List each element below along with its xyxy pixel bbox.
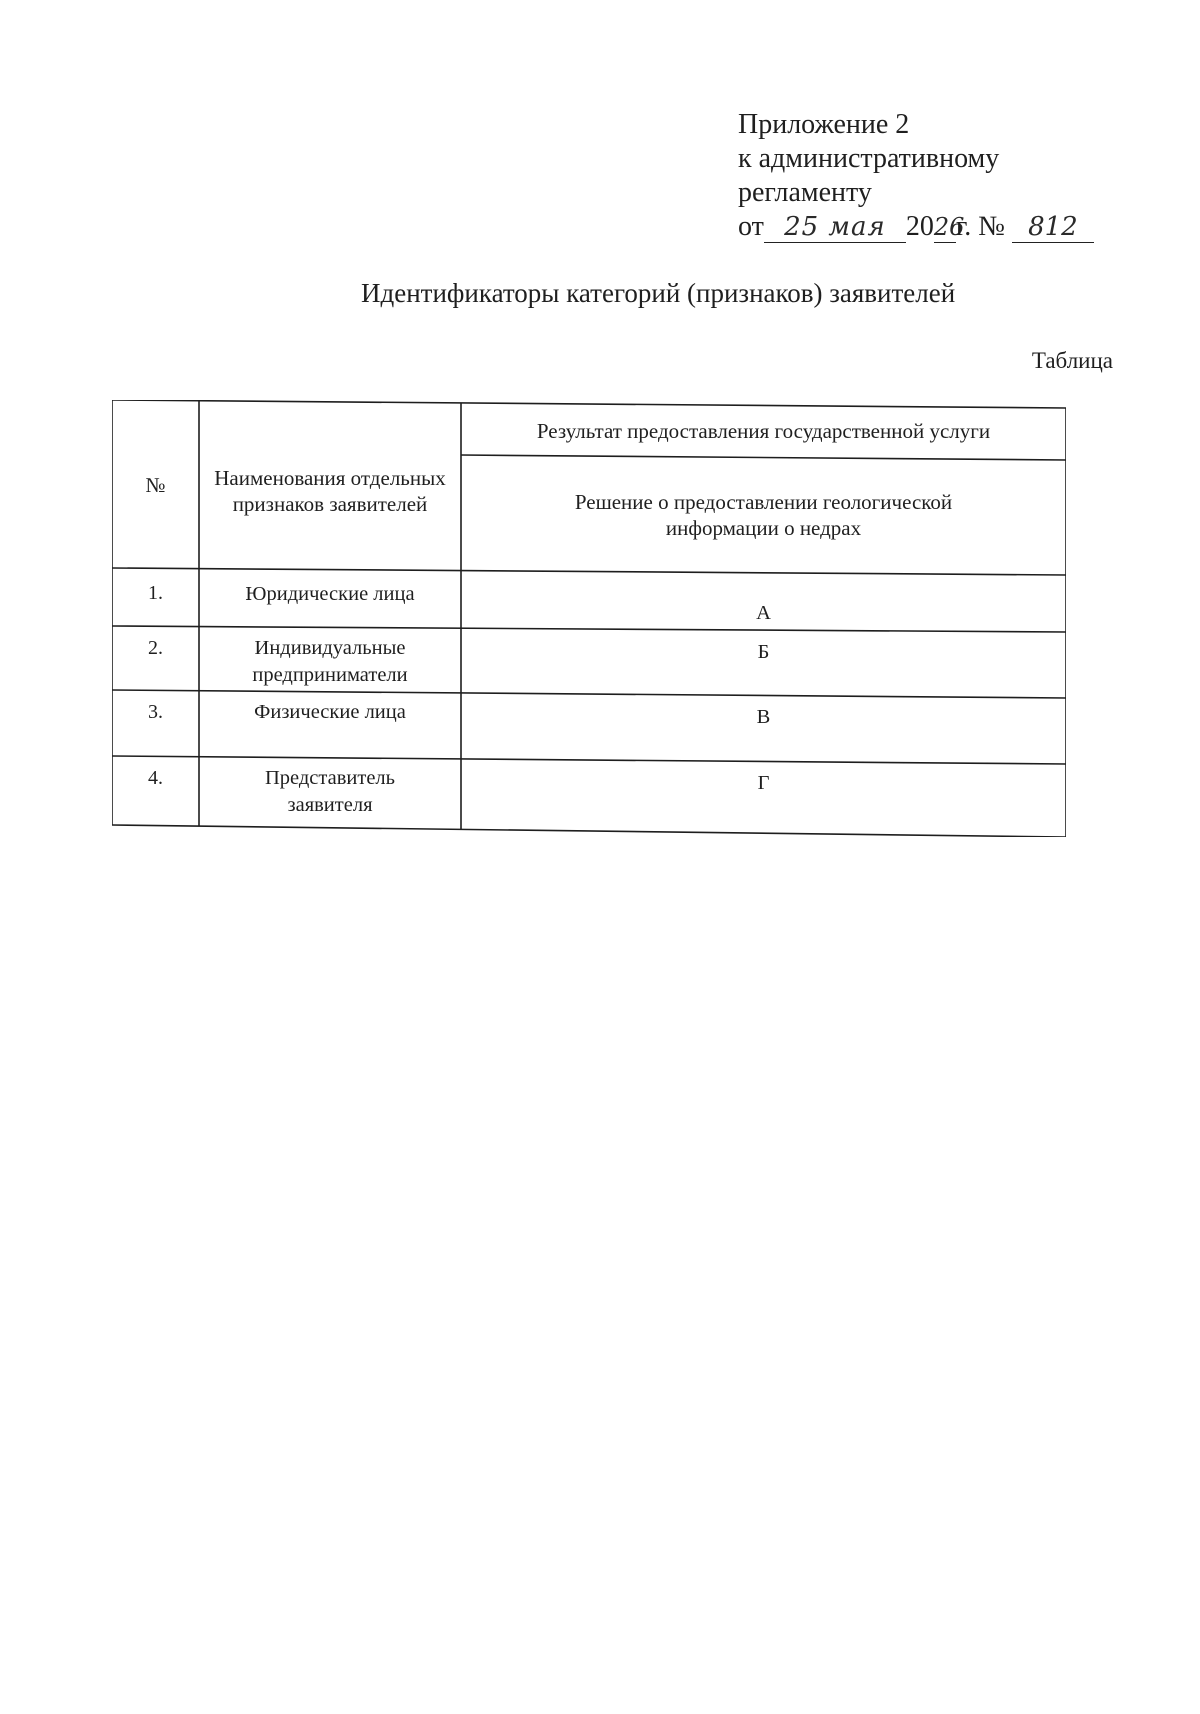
header-result-cell <box>461 458 1066 572</box>
row-4-number-cell <box>112 759 199 825</box>
row-3-result-cell <box>461 698 1066 762</box>
handwritten-date: 25 мая <box>764 212 906 243</box>
row-4-name: Представитель заявителя <box>264 767 395 816</box>
handwritten-number: 812 <box>1012 212 1094 243</box>
header-number: № <box>145 473 166 497</box>
header-name-cell <box>199 400 461 572</box>
row-2-result-cell <box>461 633 1066 695</box>
row-2-number-cell <box>112 629 199 691</box>
header-result-group: Результат предоставления государственной услуги <box>536 419 991 443</box>
row-1-number: 1. <box>148 582 163 604</box>
identifiers-table <box>112 400 1066 837</box>
year-end: г. № <box>955 211 1005 242</box>
row-3-name-cell <box>199 693 461 757</box>
row-4-result-cell <box>461 764 1066 830</box>
row-1-result-cell <box>461 576 1066 630</box>
appendix-date-line <box>738 210 1158 246</box>
row-1-name-cell <box>199 574 461 628</box>
appendix-title: Приложение 2 <box>738 109 910 140</box>
date-prefix: от <box>738 211 764 242</box>
row-3-number: 3. <box>148 701 163 723</box>
row-4-result: Г <box>757 772 770 794</box>
table-caption: Таблица <box>1031 348 1113 373</box>
appendix-line-2: к административному <box>738 143 1000 174</box>
row-3-number-cell <box>112 693 199 757</box>
document-title: Идентификаторы категорий (признаков) заявителей <box>361 278 956 308</box>
header-number-cell <box>112 400 199 570</box>
row-3-result: В <box>756 706 771 728</box>
row-2-number: 2. <box>148 637 163 659</box>
header-result-group-cell <box>461 404 1066 458</box>
row-1-number-cell <box>112 574 199 628</box>
appendix-line-3: регламенту <box>738 177 872 208</box>
row-1-name: Юридические лица <box>245 583 415 605</box>
row-2-result: Б <box>757 641 770 663</box>
row-2-name-cell <box>199 629 461 691</box>
row-4-number: 4. <box>148 767 163 789</box>
year-prefix: 20 <box>905 211 934 242</box>
header-result: Решение о предоставлении геологической информации о недрах <box>574 490 953 540</box>
row-2-name: Индивидуальные предприниматели <box>252 637 408 686</box>
row-4-name-cell <box>199 759 461 825</box>
row-1-result: А <box>756 601 771 624</box>
row-3-name: Физические лица <box>254 701 406 723</box>
appendix-header <box>738 108 1158 246</box>
handwritten-year: 26 <box>933 213 965 241</box>
header-name: Наименования отдельных признаков заявителей <box>214 466 446 516</box>
